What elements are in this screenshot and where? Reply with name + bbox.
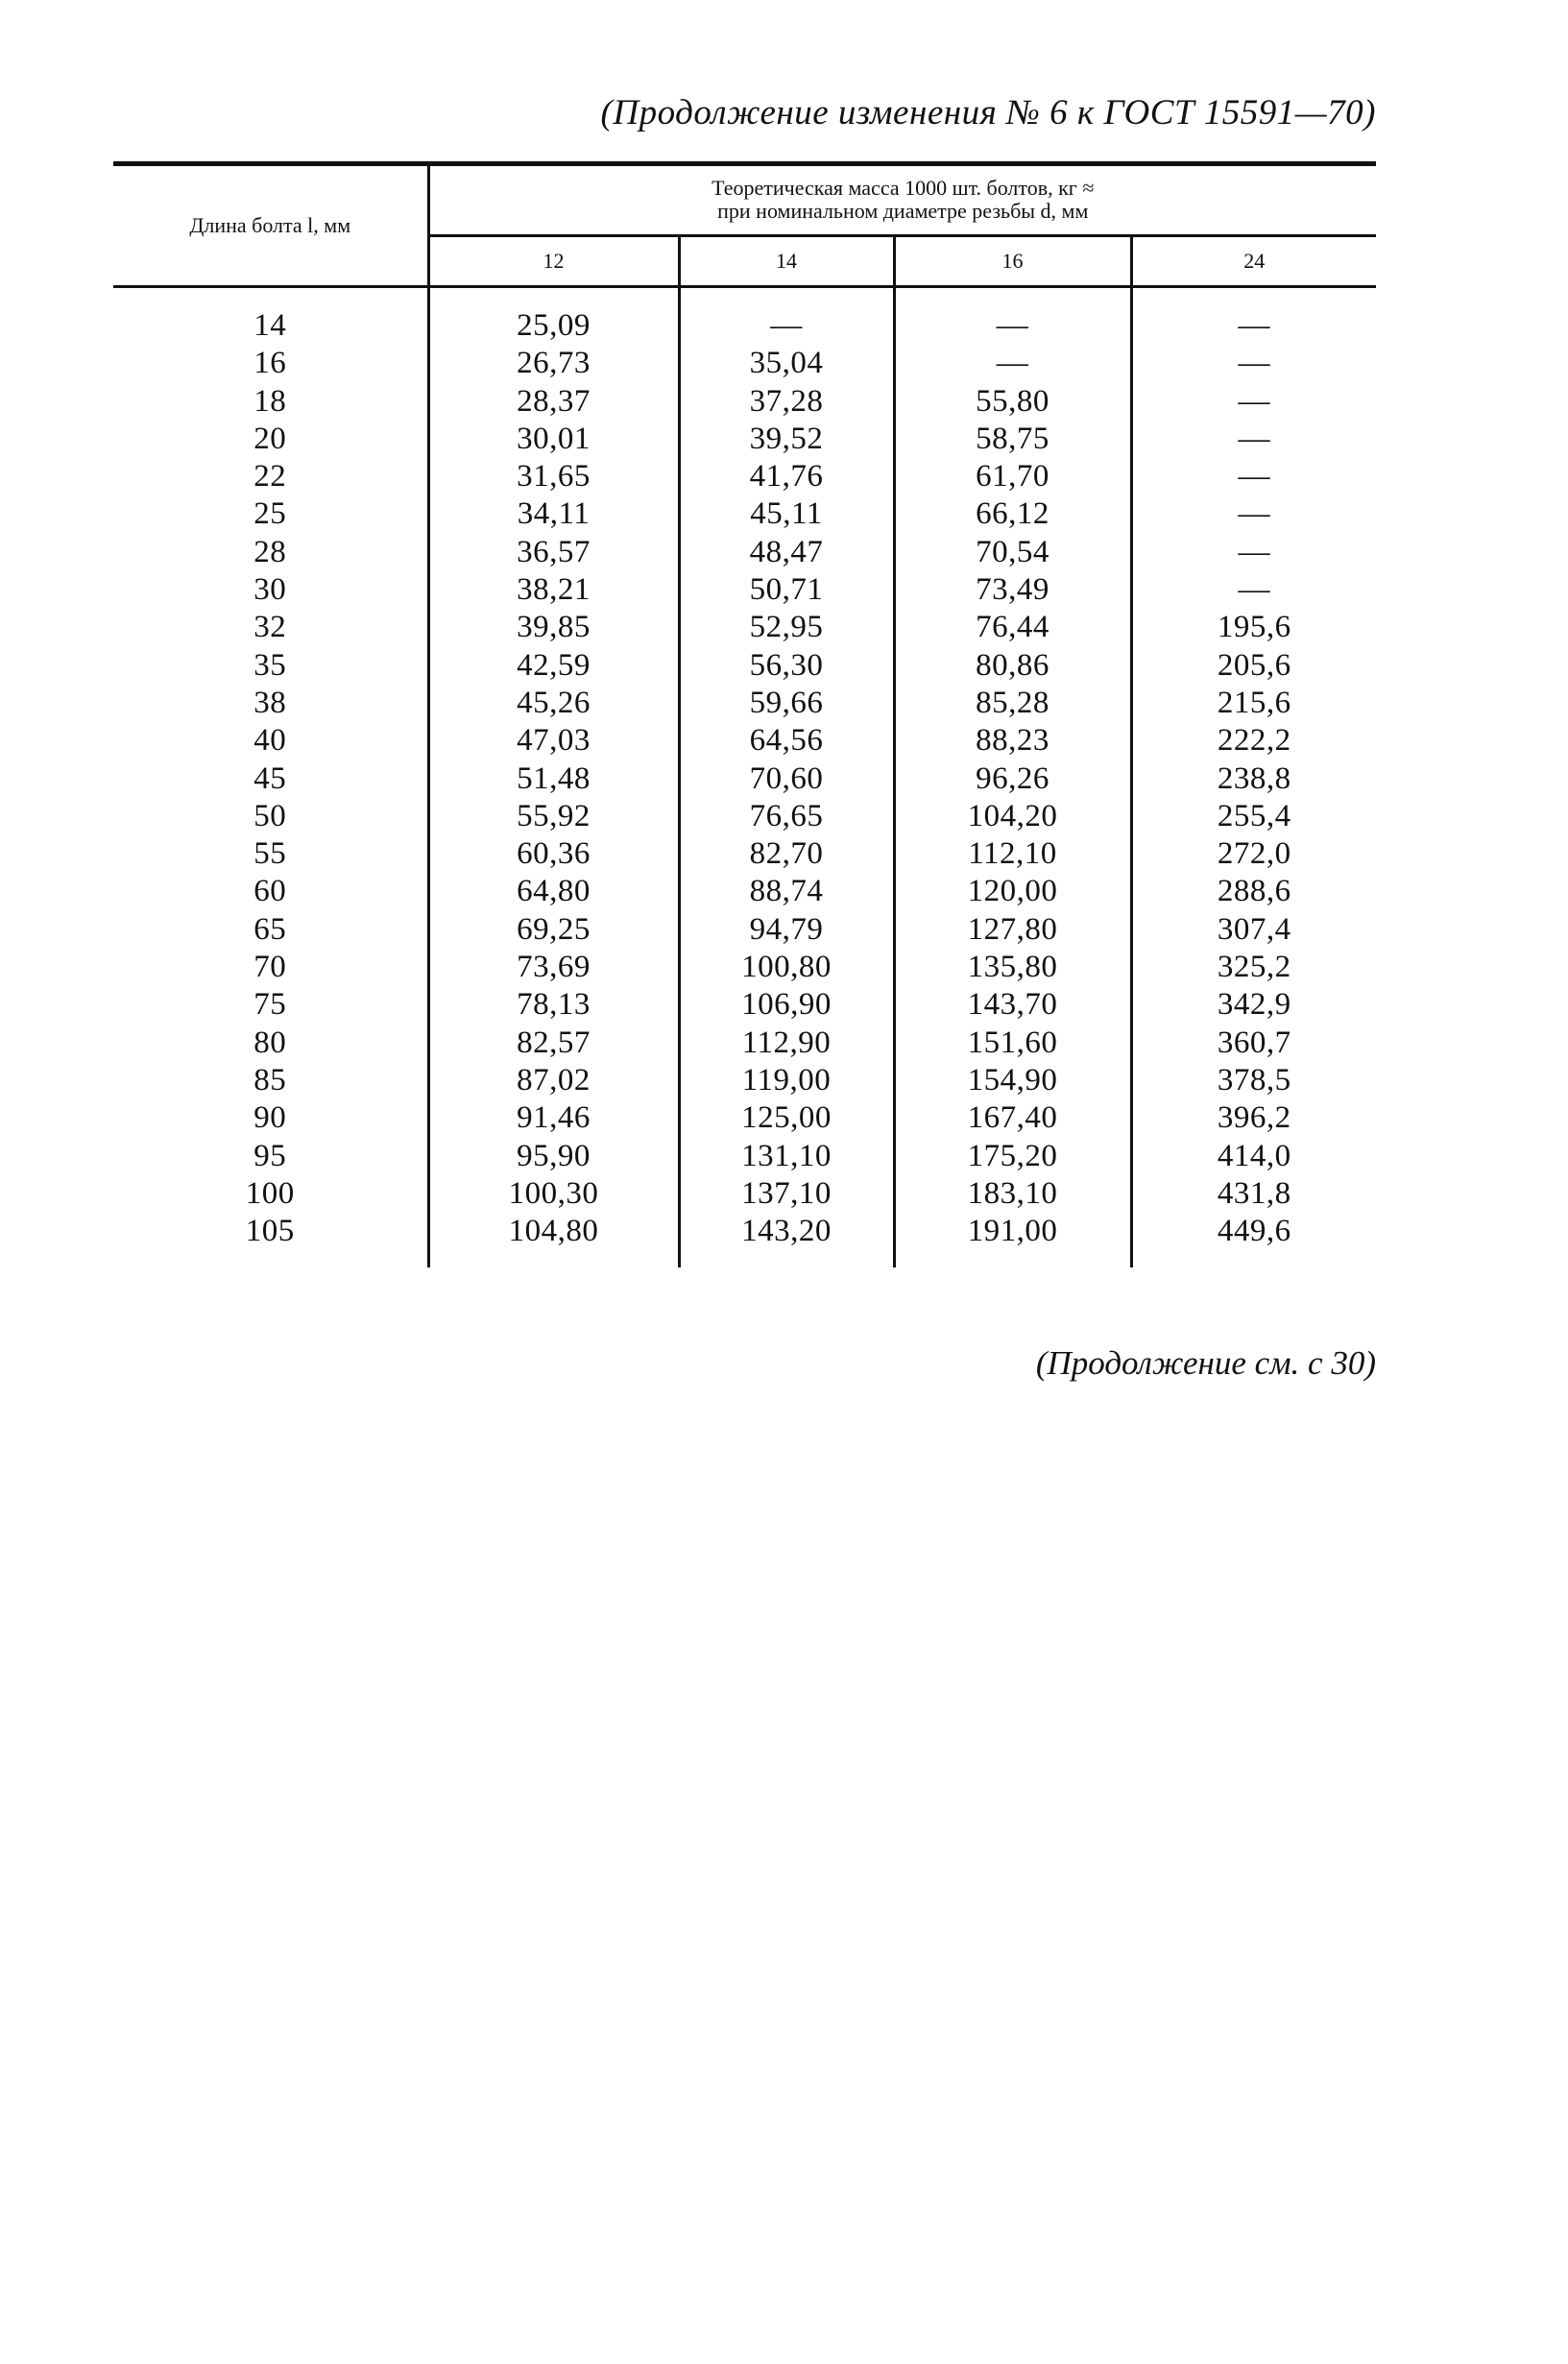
mass-value-cell: —: [1131, 383, 1376, 421]
diameter-header-12: 12: [428, 235, 679, 286]
mass-value-cell: 85,28: [894, 685, 1131, 722]
mass-value-cell: 37,28: [679, 383, 894, 421]
mass-value-cell: 45,11: [679, 495, 894, 533]
mass-value-cell: 100,30: [428, 1175, 679, 1213]
table-body: [113, 287, 1376, 1268]
length-column-header-text: Длина болта l, мм: [189, 213, 351, 237]
mass-value-cell: 120,00: [894, 873, 1131, 910]
mass-value-cell: 42,59: [428, 647, 679, 685]
mass-value-cell: 61,70: [894, 458, 1131, 495]
mass-value-cell: 119,00: [679, 1062, 894, 1099]
bolt-length-cell: 25: [253, 496, 287, 532]
mass-value-cell: 82,70: [679, 835, 894, 873]
mass-column-header: [428, 164, 1376, 236]
mass-value-cell: 70,60: [679, 760, 894, 798]
mass-value-cell: 143,70: [894, 986, 1131, 1024]
mass-value-cell: —: [1131, 421, 1376, 458]
bolt-length-cell: 32: [253, 610, 287, 645]
bolt-length-cell: 14: [253, 308, 287, 343]
mass-value-cell: 26,73: [428, 345, 679, 382]
mass-value-cell: 73,69: [428, 949, 679, 986]
bolt-length-cell: 60: [253, 874, 287, 909]
mass-value-cell: 28,37: [428, 383, 679, 421]
mass-value-cell: 25,09: [428, 287, 679, 346]
table-row: [113, 685, 1376, 722]
table-row: [113, 458, 1376, 495]
mass-value-cell: 414,0: [1131, 1138, 1376, 1175]
mass-value-cell: —: [679, 287, 894, 346]
mass-value-cell: 127,80: [894, 911, 1131, 949]
mass-value-cell: 50,71: [679, 571, 894, 609]
mass-value-cell: 91,46: [428, 1099, 679, 1137]
mass-value-cell: 143,20: [679, 1213, 894, 1267]
bolt-length-cell: 28: [253, 534, 287, 569]
mass-value-cell: 191,00: [894, 1213, 1131, 1267]
mass-value-cell: 58,75: [894, 421, 1131, 458]
mass-value-cell: 94,79: [679, 911, 894, 949]
bolt-mass-table-container: [113, 161, 1376, 1267]
mass-value-cell: 69,25: [428, 911, 679, 949]
mass-value-cell: —: [894, 345, 1131, 382]
mass-value-cell: 106,90: [679, 986, 894, 1024]
mass-value-cell: 88,23: [894, 722, 1131, 760]
mass-value-cell: 104,20: [894, 798, 1131, 835]
mass-value-cell: 100,80: [679, 949, 894, 986]
mass-value-cell: 222,2: [1131, 722, 1376, 760]
mass-value-cell: 82,57: [428, 1025, 679, 1062]
table-row: [113, 722, 1376, 760]
mass-value-cell: 39,85: [428, 609, 679, 646]
table-row: [113, 798, 1376, 835]
table-row: [113, 1213, 1376, 1267]
mass-value-cell: 38,21: [428, 571, 679, 609]
table-row: [113, 345, 1376, 382]
mass-value-cell: 31,65: [428, 458, 679, 495]
mass-value-cell: —: [1131, 571, 1376, 609]
mass-value-cell: 36,57: [428, 534, 679, 571]
table-row: [113, 534, 1376, 571]
mass-value-cell: 60,36: [428, 835, 679, 873]
mass-value-cell: 154,90: [894, 1062, 1131, 1099]
mass-value-cell: 35,04: [679, 345, 894, 382]
mass-value-cell: 39,52: [679, 421, 894, 458]
table-row: [113, 986, 1376, 1024]
mass-value-cell: 55,92: [428, 798, 679, 835]
mass-value-cell: 378,5: [1131, 1062, 1376, 1099]
mass-value-cell: 96,26: [894, 760, 1131, 798]
mass-value-cell: —: [1131, 458, 1376, 495]
table-row: [113, 287, 1376, 346]
mass-value-cell: 215,6: [1131, 685, 1376, 722]
bolt-length-cell: 16: [253, 346, 287, 381]
mass-value-cell: 76,65: [679, 798, 894, 835]
mass-value-cell: 88,74: [679, 873, 894, 910]
mass-value-cell: 78,13: [428, 986, 679, 1024]
mass-value-cell: 325,2: [1131, 949, 1376, 986]
mass-value-cell: 431,8: [1131, 1175, 1376, 1213]
length-column-header: [113, 164, 428, 287]
bolt-mass-table: [113, 161, 1376, 1267]
mass-value-cell: 342,9: [1131, 986, 1376, 1024]
bolt-length-cell: 70: [253, 950, 287, 985]
mass-value-cell: 30,01: [428, 421, 679, 458]
mass-value-cell: 104,80: [428, 1213, 679, 1267]
mass-header-line-1: Теоретическая масса 1000 шт. болтов, кг ≈: [712, 176, 1095, 201]
mass-value-cell: —: [1131, 287, 1376, 346]
mass-value-cell: 205,6: [1131, 647, 1376, 685]
bolt-length-cell: 30: [253, 572, 287, 608]
mass-value-cell: 125,00: [679, 1099, 894, 1137]
table-row: [113, 1175, 1376, 1213]
mass-value-cell: 48,47: [679, 534, 894, 571]
mass-value-cell: 131,10: [679, 1138, 894, 1175]
bolt-length-cell: 100: [245, 1175, 295, 1211]
mass-value-cell: 41,76: [679, 458, 894, 495]
bolt-length-cell: 105: [245, 1214, 295, 1249]
mass-value-cell: 47,03: [428, 722, 679, 760]
bolt-length-cell: 35: [253, 647, 287, 683]
mass-value-cell: 255,4: [1131, 798, 1376, 835]
diameter-header-16: 16: [894, 235, 1131, 286]
table-row: [113, 873, 1376, 910]
mass-value-cell: —: [1131, 495, 1376, 533]
mass-value-cell: 112,10: [894, 835, 1131, 873]
mass-value-cell: 360,7: [1131, 1025, 1376, 1062]
mass-value-cell: 55,80: [894, 383, 1131, 421]
bolt-length-cell: 45: [253, 760, 287, 796]
mass-value-cell: 307,4: [1131, 911, 1376, 949]
mass-value-cell: 52,95: [679, 609, 894, 646]
bolt-length-cell: 50: [253, 798, 287, 833]
mass-value-cell: 56,30: [679, 647, 894, 685]
diameter-header-14: 14: [679, 235, 894, 286]
mass-value-cell: 70,54: [894, 534, 1131, 571]
mass-value-cell: 64,80: [428, 873, 679, 910]
table-row: [113, 911, 1376, 949]
table-head: [113, 164, 1376, 287]
mass-value-cell: 64,56: [679, 722, 894, 760]
mass-value-cell: 76,44: [894, 609, 1131, 646]
table-row: [113, 835, 1376, 873]
mass-value-cell: 137,10: [679, 1175, 894, 1213]
bolt-length-cell: 80: [253, 1025, 287, 1060]
mass-value-cell: 59,66: [679, 685, 894, 722]
mass-value-cell: 288,6: [1131, 873, 1376, 910]
bolt-length-cell: 55: [253, 836, 287, 872]
bolt-length-cell: 38: [253, 685, 287, 720]
table-row: [113, 1025, 1376, 1062]
bolt-length-cell: 65: [253, 911, 287, 947]
continuation-footer: (Продолжение см. с 30): [1035, 1344, 1376, 1382]
mass-value-cell: 112,90: [679, 1025, 894, 1062]
mass-value-cell: 151,60: [894, 1025, 1131, 1062]
bolt-length-cell: 95: [253, 1138, 287, 1173]
mass-value-cell: 95,90: [428, 1138, 679, 1175]
mass-value-cell: —: [894, 287, 1131, 346]
continuation-header: (Продолжение изменения № 6 к ГОСТ 15591—70): [600, 93, 1376, 133]
bolt-length-cell: 40: [253, 723, 287, 759]
table-row: [113, 495, 1376, 533]
mass-value-cell: 396,2: [1131, 1099, 1376, 1137]
mass-value-cell: 183,10: [894, 1175, 1131, 1213]
mass-value-cell: 272,0: [1131, 835, 1376, 873]
table-row: [113, 571, 1376, 609]
mass-value-cell: 195,6: [1131, 609, 1376, 646]
mass-header-line-2: при номинальном диаметре резьбы d, мм: [717, 199, 1089, 224]
mass-value-cell: 135,80: [894, 949, 1131, 986]
mass-value-cell: 66,12: [894, 495, 1131, 533]
bolt-length-cell: 18: [253, 383, 287, 419]
mass-value-cell: 80,86: [894, 647, 1131, 685]
table-row: [113, 1138, 1376, 1175]
mass-value-cell: 449,6: [1131, 1213, 1376, 1267]
table-row: [113, 383, 1376, 421]
mass-value-cell: —: [1131, 534, 1376, 571]
table-row: [113, 1099, 1376, 1137]
table-row: [113, 647, 1376, 685]
bolt-length-cell: 22: [253, 459, 287, 495]
table-row: [113, 1062, 1376, 1099]
bolt-length-cell: 20: [253, 421, 287, 456]
mass-value-cell: 175,20: [894, 1138, 1131, 1175]
mass-value-cell: —: [1131, 345, 1376, 382]
mass-value-cell: 45,26: [428, 685, 679, 722]
mass-value-cell: 51,48: [428, 760, 679, 798]
mass-value-cell: 167,40: [894, 1099, 1131, 1137]
diameter-header-24: 24: [1131, 235, 1376, 286]
mass-value-cell: 87,02: [428, 1062, 679, 1099]
table-row: [113, 609, 1376, 646]
table-row: [113, 421, 1376, 458]
mass-value-cell: 34,11: [428, 495, 679, 533]
table-row: [113, 760, 1376, 798]
table-row: [113, 949, 1376, 986]
mass-value-cell: 73,49: [894, 571, 1131, 609]
mass-value-cell: 238,8: [1131, 760, 1376, 798]
bolt-length-cell: 90: [253, 1100, 287, 1136]
bolt-length-cell: 85: [253, 1062, 287, 1098]
bolt-length-cell: 75: [253, 987, 287, 1023]
